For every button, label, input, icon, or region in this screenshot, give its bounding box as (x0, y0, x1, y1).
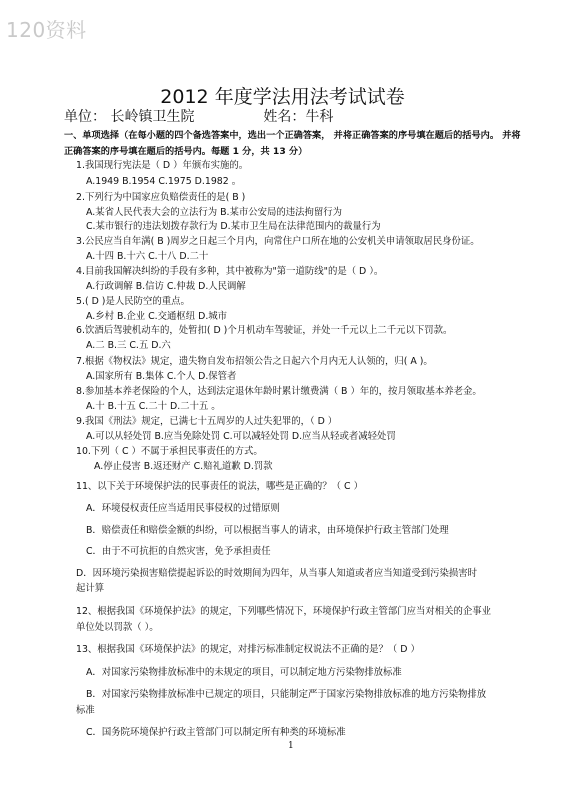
option-line: A.国家所有 B.集体 C.个人 D.保管者 (86, 371, 237, 382)
page-number: 1 (288, 741, 294, 751)
option-line: C.某市银行的违法划拨存款行为 D.某市卫生局在法律范围内的裁量行为 (86, 221, 381, 232)
option-line: A．对国家污染物排放标准中的未规定的项目，可以制定地方污染物排放标准 (86, 667, 402, 678)
question-line: 2.下列行为中国家应负赔偿责任的是( B ) (76, 192, 246, 203)
option-line: A.乡村 B.企业 C.交通枢纽 D.城市 (86, 311, 228, 322)
page-title: 2012 年度学法用法考试试卷 (160, 86, 405, 108)
section-instructions: 一、单项选择（在每小题的四个备选答案中，选出一个正确答案， 并将正确答案的序号填在题后的括号内。 并将正确答案的序号填在题后的括号内。每题 1 分，共 13 分） (64, 130, 521, 157)
option-line: B．对国家污染物排放标准中已规定的项目，只能制定严于国家污染物排放标准的地方污染物排放 (86, 689, 487, 700)
question-line: 9.我国《刑法》规定，已满七十五周岁的人过失犯罪的，（ D ） (76, 416, 338, 427)
option-line: A.十 B.十五 C.二十 D.二十五 。 (86, 401, 221, 412)
option-line: B．赔偿责任和赔偿金额的纠纷，可以根据当事人的请求，由环境保护行政主管部门处理 (86, 525, 449, 536)
option-line: A．环境侵权责任应当适用民事侵权的过错原则 (86, 503, 280, 514)
question-line: 7.根据《物权法》规定，遗失物自发布招领公告之日起六个月内无人认领的，归( A )。 (76, 356, 433, 367)
option-line: C．国务院环境保护行政主管部门可以制定所有种类的环境标准 (86, 727, 346, 738)
question-line: 8.参加基本养老保险的个人，达到法定退休年龄时累计缴费满（ B ）年的，按月领取基本养老金。 (76, 386, 482, 397)
question-line: 13、根据我国《环境保护法》的规定，对排污标准制定权说法不正确的是？（ D ） (76, 644, 420, 655)
question-line: 6.饮酒后驾驶机动车的，处暂扣( D )个月机动车驾驶证，并处一千元以上二千元以下罚款。 (76, 325, 453, 336)
question-line: 11、以下关于环境保护法的民事责任的说法，哪些是正确的？（ C ） (76, 481, 363, 492)
option-line: A.某省人民代表大会的立法行为 B.某市公安局的违法拘留行为 (86, 207, 342, 218)
option-line: C．由于不可抗拒的自然灾害，免予承担责任 (86, 546, 271, 557)
question-line: 5.( D )是人民防空的重点。 (76, 296, 190, 307)
question-line: 12、根据我国《环境保护法》的规定，下列哪些情况下，环境保护行政主管部门应当对相关的企事业 (76, 606, 492, 617)
question-line: 单位处以罚款（ ）。 (76, 622, 159, 633)
option-line: A.停止侵害 B.返还财产 C.赔礼道歉 D.罚款 (94, 461, 273, 472)
question-line: 3.公民应当自年满( B )周岁之日起三个月内，向常住户口所在地的公安机关申请领取居民身份证。 (76, 236, 480, 247)
unit-name-line (64, 106, 333, 126)
option-line: A.可以从轻处罚 B.应当免除处罚 C.可以减轻处罚 D.应当从轻或者减轻处罚 (86, 431, 396, 442)
option-line: A.十四 B.十六 C.十八 D.二十 (86, 251, 209, 262)
question-line: 10.下列（ C ）不属于承担民事责任的方式。 (76, 446, 263, 457)
name-label: 姓名：牛科 (263, 109, 334, 125)
option-line: D．因环境污染损害赔偿提起诉讼的时效期间为四年，从当事人知道或者应当知道受到污染损害时 (76, 568, 477, 579)
watermark: 120资料 (6, 18, 87, 42)
unit-value: 长岭镇卫生院 (110, 109, 195, 125)
option-line: A.二 B.三 C.五 D.六 (86, 340, 171, 351)
option-line: 起计算 (76, 583, 105, 594)
unit-label: 单位： (64, 109, 106, 125)
option-line: A.1949 B.1954 C.1975 D.1982 。 (86, 176, 242, 187)
option-line: A.行政调解 B.信访 C.仲裁 D.人民调解 (86, 281, 246, 292)
question-line: 4.目前我国解决纠纷的手段有多种，其中被称为"第一道防线"的是（ D ）。 (76, 266, 384, 277)
option-line: 标准 (76, 705, 95, 716)
question-line: 1.我国现行宪法是（ D ）年颁布实施的。 (76, 160, 249, 171)
